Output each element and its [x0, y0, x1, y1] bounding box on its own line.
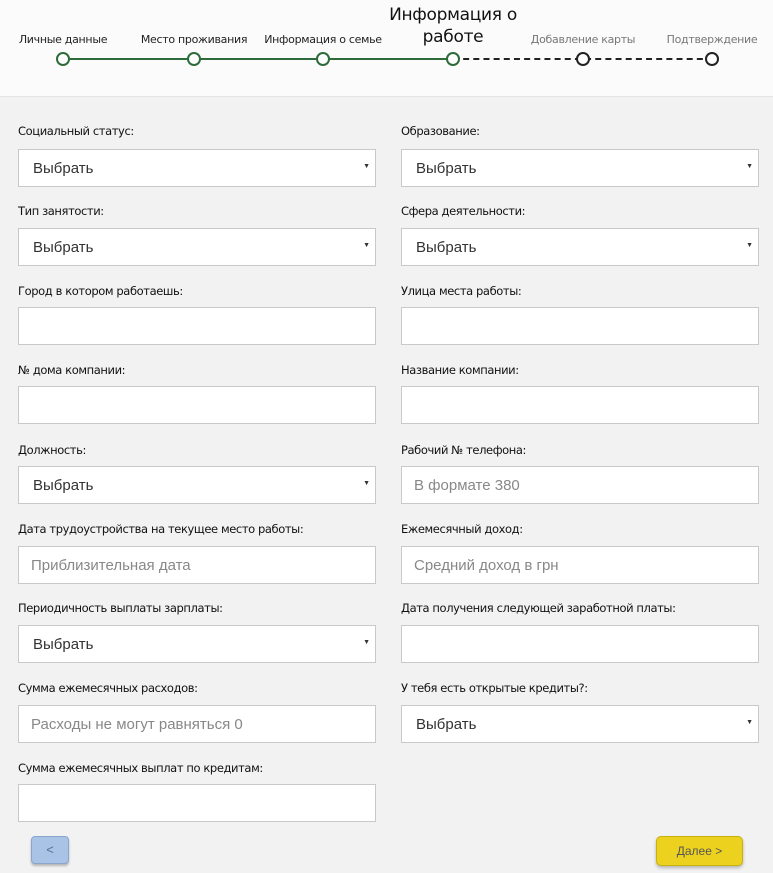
- step-dot-confirmation: [705, 52, 719, 66]
- chevron-down-icon: ▼: [746, 163, 753, 170]
- position-select[interactable]: [18, 466, 376, 504]
- social-status-value: Выбрать: [33, 160, 94, 177]
- position-value: Выбрать: [33, 477, 94, 494]
- work-street-input[interactable]: [401, 307, 759, 345]
- monthly-expenses-input[interactable]: [18, 705, 376, 743]
- step-dot-residence[interactable]: [187, 52, 201, 66]
- step-dot-card: [576, 52, 590, 66]
- employment-type-select[interactable]: [18, 228, 376, 266]
- employment-date-label: Дата трудоустройства на текущее место работы:: [18, 522, 304, 536]
- back-button[interactable]: <: [31, 836, 69, 864]
- step-dot-work: [446, 52, 460, 66]
- step-label-residence: Место проживания: [140, 33, 248, 46]
- work-phone-label: Рабочий № телефона:: [401, 443, 527, 457]
- step-label-family: Информация о семье: [264, 33, 382, 46]
- monthly-income-label: Ежемесячный доход:: [401, 522, 523, 536]
- step-label-confirmation: Подтверждение: [666, 33, 758, 46]
- industry-select[interactable]: [401, 228, 759, 266]
- pay-frequency-select[interactable]: [18, 625, 376, 663]
- chevron-down-icon: ▼: [363, 480, 370, 487]
- employment-date-placeholder: Приблизительная дата: [31, 557, 191, 574]
- education-label: Образование:: [401, 124, 480, 138]
- pay-frequency-value: Выбрать: [33, 636, 94, 653]
- chevron-down-icon: ▼: [363, 242, 370, 249]
- chevron-down-icon: ▼: [746, 719, 753, 726]
- next-payday-label: Дата получения следующей заработной платы:: [401, 601, 676, 615]
- step-dot-personal[interactable]: [56, 52, 70, 66]
- open-credits-value: Выбрать: [416, 716, 477, 733]
- position-label: Должность:: [18, 443, 86, 457]
- industry-value: Выбрать: [416, 239, 477, 256]
- employment-date-input[interactable]: [18, 546, 376, 584]
- education-value: Выбрать: [416, 160, 477, 177]
- step-dot-family[interactable]: [316, 52, 330, 66]
- next-button[interactable]: Далее >: [656, 836, 743, 866]
- company-house-input[interactable]: [18, 386, 376, 424]
- progress-stepper: [0, 0, 773, 97]
- monthly-income-input[interactable]: [401, 546, 759, 584]
- step-label-personal: Личные данные: [18, 33, 108, 46]
- work-city-label: Город в котором работаешь:: [18, 284, 183, 298]
- company-name-input[interactable]: [401, 386, 759, 424]
- step-label-work: Информация о работе: [389, 5, 517, 47]
- work-city-input[interactable]: [18, 307, 376, 345]
- next-payday-input[interactable]: [401, 625, 759, 663]
- pay-frequency-label: Периодичность выплаты зарплаты:: [18, 601, 223, 615]
- education-select[interactable]: [401, 149, 759, 187]
- progress-line-completed: [63, 58, 453, 60]
- open-credits-select[interactable]: [401, 705, 759, 743]
- monthly-credit-payments-input[interactable]: [18, 784, 376, 822]
- work-phone-input[interactable]: [401, 466, 759, 504]
- monthly-expenses-placeholder: Расходы не могут равняться 0: [31, 716, 243, 733]
- monthly-income-placeholder: Средний доход в грн: [414, 557, 559, 574]
- monthly-expenses-label: Сумма ежемесячных расходов:: [18, 681, 198, 695]
- step-label-card: Добавление карты: [530, 33, 636, 46]
- chevron-down-icon: ▼: [746, 242, 753, 249]
- chevron-down-icon: ▼: [363, 163, 370, 170]
- monthly-credit-payments-label: Сумма ежемесячных выплат по кредитам:: [18, 761, 263, 775]
- work-phone-placeholder: В формате 380: [414, 477, 520, 494]
- company-house-label: № дома компании:: [18, 363, 126, 377]
- work-street-label: Улица места работы:: [401, 284, 522, 298]
- chevron-down-icon: ▼: [363, 639, 370, 646]
- industry-label: Сфера деятельности:: [401, 204, 526, 218]
- social-status-select[interactable]: [18, 149, 376, 187]
- company-name-label: Название компании:: [401, 363, 519, 377]
- employment-type-label: Тип занятости:: [18, 204, 104, 218]
- open-credits-label: У тебя есть открытые кредиты?:: [401, 681, 588, 695]
- social-status-label: Социальный статус:: [18, 124, 134, 138]
- employment-type-value: Выбрать: [33, 239, 94, 256]
